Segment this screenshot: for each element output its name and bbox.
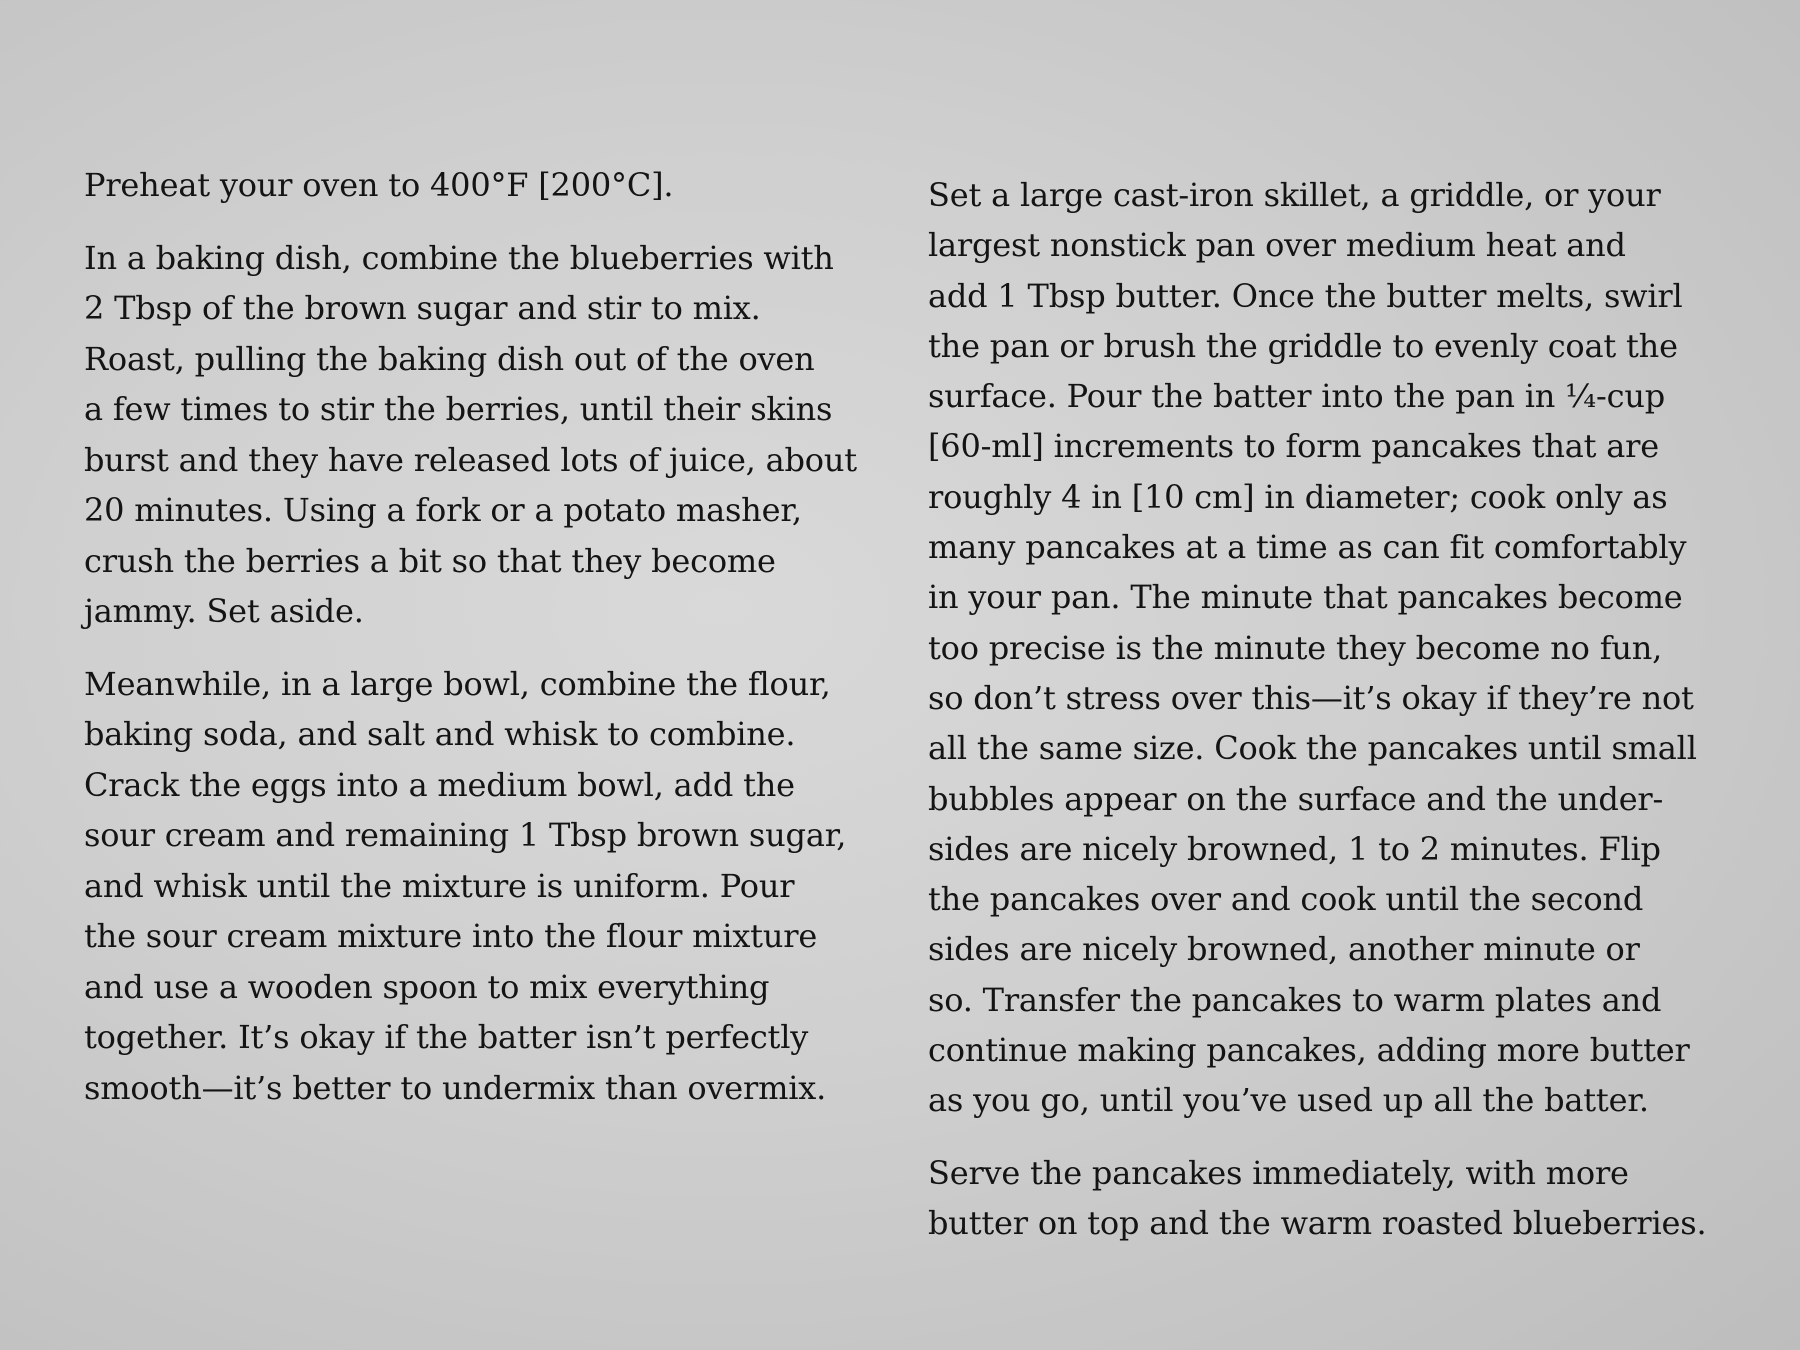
text-line: baking soda, and salt and whisk to combine. — [84, 715, 796, 753]
text-line: burst and they have released lots of juice, about — [84, 440, 857, 479]
text-line: jammy. Set aside. — [84, 592, 364, 630]
text-line: too precise is the minute they become no fun, — [928, 628, 1663, 667]
text-line: the pancakes over and cook until the second — [928, 880, 1644, 919]
text-line: smooth—it’s better to undermix than overmix. — [84, 1068, 827, 1107]
text-line: so. Transfer the pancakes to warm plates and — [928, 980, 1662, 1019]
text-line: sour cream and remaining 1 Tbsp brown sugar, — [84, 816, 847, 854]
text-line: sides are nicely browned, another minute or — [928, 930, 1640, 969]
text-line: crush the berries a bit so that they become — [84, 541, 776, 580]
text-line: sides are nicely browned, 1 to 2 minutes. Flip — [928, 829, 1661, 868]
text-line: butter on top and the warm roasted blueberries. — [928, 1203, 1707, 1242]
text-line: and whisk until the mixture is uniform. Pour — [84, 866, 795, 905]
text-line: Crack the eggs into a medium bowl, add the — [84, 765, 795, 804]
text-line: in your pan. The minute that pancakes become — [928, 578, 1683, 617]
serve-paragraph — [928, 1148, 1728, 1249]
text-line: surface. Pour the batter into the pan in ¼-cup — [928, 377, 1666, 416]
text-line: 20 minutes. Using a fork or a potato masher, — [84, 491, 802, 529]
text-line: Set a large cast-iron skillet, a griddle, or your — [928, 176, 1661, 214]
text-line: [60-ml] increments to form pancakes that are — [928, 427, 1659, 466]
text-line: roughly 4 in [10 cm] in diameter; cook only as — [928, 477, 1668, 516]
text-line: many pancakes at a time as can fit comfortably — [928, 528, 1687, 567]
text-line: add 1 Tbsp butter. Once the butter melts, swirl — [928, 276, 1683, 315]
text-line: the pan or brush the griddle to evenly coat the — [928, 326, 1678, 365]
text-line: Serve the pancakes immediately, with more — [928, 1153, 1629, 1192]
text-line: all the same size. Cook the pancakes until small — [928, 729, 1697, 768]
text-line: In a baking dish, combine the blueberries with — [84, 238, 834, 277]
text-line: bubbles appear on the surface and the under- — [928, 779, 1664, 818]
batter-paragraph — [84, 659, 874, 1114]
left-column — [84, 160, 874, 1135]
text-line: largest nonstick pan over medium heat and — [928, 226, 1626, 265]
text-line: 2 Tbsp of the brown sugar and stir to mix. — [84, 289, 761, 327]
text-line: Preheat your oven to 400°F [200°C]. — [84, 166, 674, 204]
blueberry-roast-paragraph — [84, 233, 874, 637]
text-line: so don’t stress over this—it’s okay if they’re not — [928, 678, 1694, 717]
text-line: Meanwhile, in a large bowl, combine the flour, — [84, 664, 831, 703]
right-column — [928, 170, 1728, 1270]
text-line: a few times to stir the berries, until their skins — [84, 390, 833, 428]
text-line: together. It’s okay if the batter isn’t perfectly — [84, 1018, 809, 1056]
text-line: Roast, pulling the baking dish out of the oven — [84, 339, 815, 378]
text-line: and use a wooden spoon to mix everything — [84, 967, 770, 1006]
text-line: as you go, until you’ve used up all the batter. — [928, 1081, 1649, 1120]
preheat-paragraph — [84, 160, 874, 211]
cooking-paragraph — [928, 170, 1728, 1126]
text-line: the sour cream mixture into the flour mixture — [84, 917, 818, 955]
text-line: continue making pancakes, adding more butter — [928, 1031, 1690, 1070]
